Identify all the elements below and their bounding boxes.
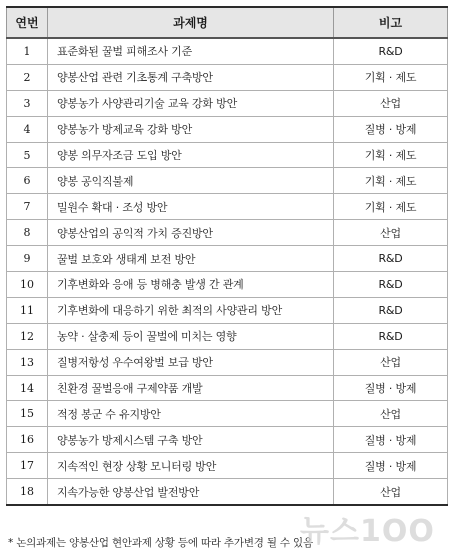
row-remarks: 산업: [334, 90, 448, 116]
row-number: 18: [7, 479, 48, 505]
news-logo-watermark: 뉴스1OO: [300, 514, 435, 549]
row-number: 9: [7, 246, 48, 272]
row-number: 17: [7, 453, 48, 479]
row-remarks: 질병 · 방제: [334, 453, 448, 479]
row-task-name: 양봉농가 방제교육 강화 방안: [48, 116, 334, 142]
row-task-name: 양봉농가 방제시스템 구축 방안: [48, 427, 334, 453]
row-remarks: 산업: [334, 220, 448, 246]
row-number: 13: [7, 349, 48, 375]
row-number: 16: [7, 427, 48, 453]
row-number: 12: [7, 323, 48, 349]
table-row: [7, 90, 448, 116]
table-row: [7, 38, 448, 64]
table-row: [7, 116, 448, 142]
header-remarks: 비고: [334, 7, 448, 38]
row-remarks: R&D: [334, 246, 448, 272]
footnote: * 논의과제는 양봉산업 현안과제 상황 등에 따라 추가변경 될 수 있음: [8, 537, 313, 549]
row-remarks: R&D: [334, 323, 448, 349]
row-task-name: 지속적인 현장 상황 모니터링 방안: [48, 453, 334, 479]
row-number: 10: [7, 272, 48, 298]
row-remarks: 질병 · 방제: [334, 427, 448, 453]
row-number: 3: [7, 90, 48, 116]
table-row: [7, 349, 448, 375]
row-remarks: R&D: [334, 297, 448, 323]
row-number: 4: [7, 116, 48, 142]
row-task-name: 양봉농가 사양관리기술 교육 강화 방안: [48, 90, 334, 116]
table-row: [7, 401, 448, 427]
table-row: [7, 323, 448, 349]
row-number: 7: [7, 194, 48, 220]
row-task-name: 양봉 의무자조금 도입 방안: [48, 142, 334, 168]
row-remarks: 기획 · 제도: [334, 194, 448, 220]
row-task-name: 양봉 공익직불제: [48, 168, 334, 194]
row-remarks: 기획 · 제도: [334, 142, 448, 168]
row-remarks: 기획 · 제도: [334, 64, 448, 90]
row-task-name: 꿀벌 보호와 생태계 보전 방안: [48, 246, 334, 272]
row-remarks: R&D: [334, 38, 448, 64]
table-row: [7, 142, 448, 168]
row-remarks: 산업: [334, 349, 448, 375]
row-number: 2: [7, 64, 48, 90]
table-row: [7, 64, 448, 90]
row-task-name: 친환경 꿀벌응애 구제약품 개발: [48, 375, 334, 401]
row-remarks: 질병 · 방제: [334, 116, 448, 142]
table-row: [7, 297, 448, 323]
task-table-container: [6, 6, 447, 506]
table-row: [7, 246, 448, 272]
row-number: 1: [7, 38, 48, 64]
row-task-name: 양봉산업 관련 기초통계 구축방안: [48, 64, 334, 90]
table-header-row: [7, 7, 448, 38]
table-row: [7, 168, 448, 194]
table-row: [7, 427, 448, 453]
table-row: [7, 220, 448, 246]
row-remarks: 질병 · 방제: [334, 375, 448, 401]
row-task-name: 표준화된 꿀벌 피해조사 기준: [48, 38, 334, 64]
row-task-name: 적정 봉군 수 유지방안: [48, 401, 334, 427]
row-task-name: 농약 · 살충제 등이 꿀벌에 미치는 영향: [48, 323, 334, 349]
row-remarks: 기획 · 제도: [334, 168, 448, 194]
row-number: 5: [7, 142, 48, 168]
row-remarks: 산업: [334, 401, 448, 427]
row-number: 14: [7, 375, 48, 401]
table-row: [7, 375, 448, 401]
header-task-name: 과제명: [48, 7, 334, 38]
row-task-name: 기후변화에 대응하기 위한 최적의 사양관리 방안: [48, 297, 334, 323]
header-number: 연번: [7, 7, 48, 38]
table-row: [7, 479, 448, 505]
row-number: 15: [7, 401, 48, 427]
row-task-name: 지속가능한 양봉산업 발전방안: [48, 479, 334, 505]
row-remarks: 산업: [334, 479, 448, 505]
table-row: [7, 194, 448, 220]
table-row: [7, 453, 448, 479]
row-number: 6: [7, 168, 48, 194]
row-number: 8: [7, 220, 48, 246]
table-row: [7, 272, 448, 298]
row-task-name: 양봉산업의 공익적 가치 증진방안: [48, 220, 334, 246]
row-task-name: 밀원수 확대 · 조성 방안: [48, 194, 334, 220]
row-remarks: R&D: [334, 272, 448, 298]
row-task-name: 질병저항성 우수여왕벌 보급 방안: [48, 349, 334, 375]
task-table: [6, 6, 448, 506]
row-number: 11: [7, 297, 48, 323]
row-task-name: 기후변화와 응애 등 병해충 발생 간 관계: [48, 272, 334, 298]
